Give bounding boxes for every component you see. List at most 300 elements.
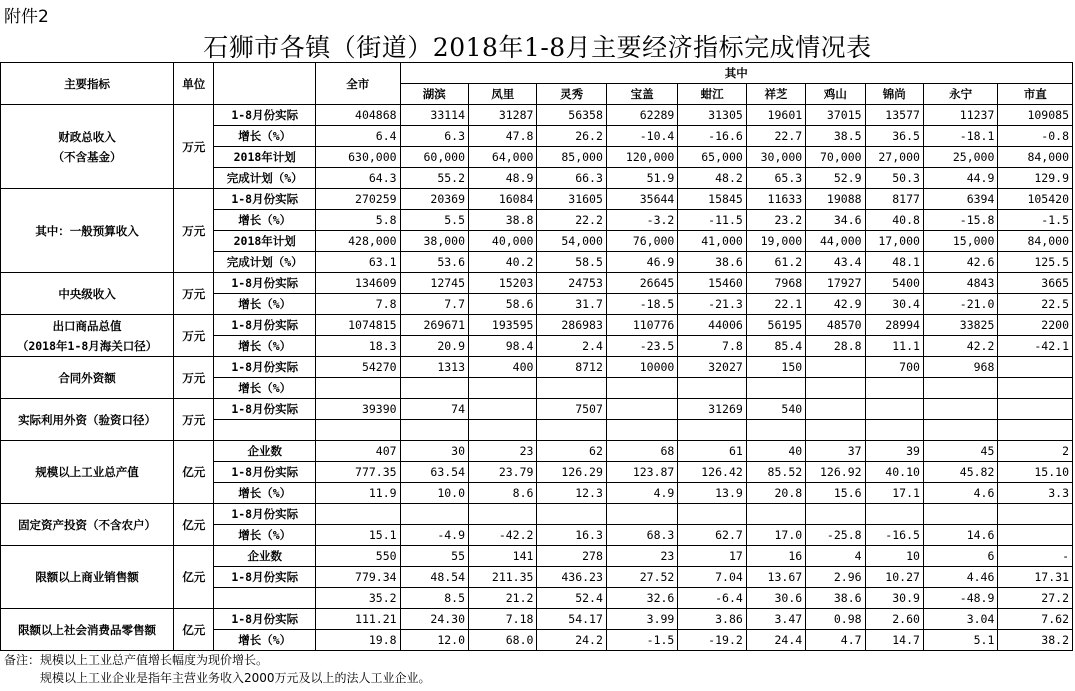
cell-town: 286983	[537, 315, 606, 336]
cell-town: -18.5	[606, 294, 677, 315]
cell-town: 15,000	[923, 231, 997, 252]
cell-town	[606, 399, 677, 420]
cell-town: 123.87	[606, 462, 677, 483]
cell-total	[316, 504, 401, 525]
cell-town: 13577	[865, 105, 923, 126]
indicator-unit: 亿元	[174, 504, 214, 546]
cell-town: 32.6	[606, 588, 677, 609]
cell-town: 51.9	[606, 168, 677, 189]
cell-town	[998, 420, 1073, 441]
cell-town: -42.1	[998, 336, 1073, 357]
cell-town: 10	[865, 546, 923, 567]
header-town: 鸡山	[806, 84, 865, 105]
cell-town	[998, 399, 1073, 420]
cell-town	[998, 504, 1073, 525]
cell-town	[469, 378, 537, 399]
cell-town: 40.8	[865, 210, 923, 231]
cell-town: 15203	[469, 273, 537, 294]
sub-indicator-label: 2018年计划	[214, 231, 316, 252]
cell-town: 436.23	[537, 567, 606, 588]
sub-indicator-label: 完成计划（%）	[214, 168, 316, 189]
cell-town: 129.9	[998, 168, 1073, 189]
cell-town: 33825	[923, 315, 997, 336]
cell-town: -1.5	[606, 630, 677, 651]
cell-town: -10.4	[606, 126, 677, 147]
header-town: 宝盖	[606, 84, 677, 105]
cell-total: 111.21	[316, 609, 401, 630]
cell-town: 109085	[998, 105, 1073, 126]
indicator-name-line: 出口商品总值	[52, 318, 122, 333]
sub-indicator-label: 增长（%）	[214, 336, 316, 357]
cell-town: 40.10	[865, 462, 923, 483]
sub-indicator-label: 1-8月份实际	[214, 315, 316, 336]
cell-town	[469, 399, 537, 420]
sub-indicator-label: 1-8月份实际	[214, 504, 316, 525]
cell-total: 54270	[316, 357, 401, 378]
cell-town: 27.2	[998, 588, 1073, 609]
sub-indicator-label: 企业数	[214, 441, 316, 462]
cell-town: 15.6	[806, 483, 865, 504]
cell-town: -21.3	[678, 294, 746, 315]
indicator-name-line: （2018年1-8月海关口径）	[16, 338, 158, 353]
cell-town: 25,000	[923, 147, 997, 168]
cell-town: 4.46	[923, 567, 997, 588]
cell-town: 23	[469, 441, 537, 462]
cell-town: 278	[537, 546, 606, 567]
cell-town: 50.3	[865, 168, 923, 189]
cell-town: 30.9	[865, 588, 923, 609]
cell-town: 28.8	[806, 336, 865, 357]
cell-town: 19088	[806, 189, 865, 210]
indicator-name-line: 财政总收入	[58, 129, 116, 144]
cell-town: 68.0	[469, 630, 537, 651]
cell-town: -21.0	[923, 294, 997, 315]
cell-town: -18.1	[923, 126, 997, 147]
cell-town: 24.2	[537, 630, 606, 651]
cell-town: 31305	[678, 105, 746, 126]
cell-town	[746, 378, 805, 399]
sub-indicator-label: 增长（%）	[214, 630, 316, 651]
cell-town: 211.35	[469, 567, 537, 588]
cell-total: 777.35	[316, 462, 401, 483]
cell-town	[606, 504, 677, 525]
cell-town: 84,000	[998, 231, 1073, 252]
cell-town: 540	[746, 399, 805, 420]
header-indicator: 主要指标	[1, 63, 174, 105]
table-row	[1, 399, 1073, 420]
cell-town: 34.6	[806, 210, 865, 231]
cell-town: 48.9	[469, 168, 537, 189]
indicator-name-line: 合同外资额	[58, 370, 116, 385]
cell-town: 21.2	[469, 588, 537, 609]
cell-town: 2200	[998, 315, 1073, 336]
cell-town	[923, 420, 997, 441]
cell-total: 15.1	[316, 525, 401, 546]
cell-town	[537, 378, 606, 399]
table-row	[1, 105, 1073, 126]
page-title: 石狮市各镇（街道）2018年1-8月主要经济指标完成情况表	[203, 33, 872, 62]
cell-total: 64.3	[316, 168, 401, 189]
sub-indicator-label: 1-8月份实际	[214, 462, 316, 483]
cell-town: 54.17	[537, 609, 606, 630]
cell-town: 11237	[923, 105, 997, 126]
indicator-name	[1, 273, 174, 315]
cell-town: 45	[923, 441, 997, 462]
cell-town: 11633	[746, 189, 805, 210]
cell-town: 38,000	[400, 231, 468, 252]
cell-town: -42.2	[469, 525, 537, 546]
cell-town: 15.10	[998, 462, 1073, 483]
cell-town: 13.67	[746, 567, 805, 588]
note-2: 规模以上工业企业是指年主营业务收入2000万元及以上的法人工业企业。	[40, 671, 431, 685]
sub-indicator-label: 增长（%）	[214, 525, 316, 546]
cell-town	[400, 420, 468, 441]
cell-town: 46.9	[606, 252, 677, 273]
cell-town: 10.27	[865, 567, 923, 588]
header-town: 永宁	[923, 84, 997, 105]
cell-town: 55.2	[400, 168, 468, 189]
sub-indicator-label: 增长（%）	[214, 378, 316, 399]
cell-town: 3.99	[606, 609, 677, 630]
cell-town: 27,000	[865, 147, 923, 168]
cell-town: 28994	[865, 315, 923, 336]
sub-indicator-label: 1-8月份实际	[214, 105, 316, 126]
cell-town: 269671	[400, 315, 468, 336]
cell-town: -11.5	[678, 210, 746, 231]
cell-town	[806, 504, 865, 525]
cell-town	[998, 525, 1073, 546]
cell-town: -16.5	[865, 525, 923, 546]
indicator-unit: 万元	[174, 357, 214, 399]
cell-town: 8712	[537, 357, 606, 378]
cell-town: -	[998, 546, 1073, 567]
cell-town: 70,000	[806, 147, 865, 168]
cell-town: 17.31	[998, 567, 1073, 588]
cell-town: 38.5	[806, 126, 865, 147]
cell-total: 18.3	[316, 336, 401, 357]
sub-indicator-label: 1-8月份实际	[214, 609, 316, 630]
cell-town: 52.9	[806, 168, 865, 189]
cell-town: 44,000	[806, 231, 865, 252]
cell-town: 17,000	[865, 231, 923, 252]
indicator-unit: 亿元	[174, 441, 214, 504]
cell-town: 125.5	[998, 252, 1073, 273]
cell-town	[400, 378, 468, 399]
cell-town: 968	[923, 357, 997, 378]
cell-town	[865, 420, 923, 441]
cell-town: 3.04	[923, 609, 997, 630]
cell-town: 16084	[469, 189, 537, 210]
cell-town	[678, 504, 746, 525]
cell-town: 31605	[537, 189, 606, 210]
cell-town: 4.7	[806, 630, 865, 651]
cell-town: 33114	[400, 105, 468, 126]
cell-town: 64,000	[469, 147, 537, 168]
cell-total	[316, 420, 401, 441]
cell-town: 74	[400, 399, 468, 420]
cell-town: 44.9	[923, 168, 997, 189]
header-town: 凤里	[469, 84, 537, 105]
cell-total: 6.4	[316, 126, 401, 147]
cell-town: 11.1	[865, 336, 923, 357]
cell-town	[469, 420, 537, 441]
cell-town	[806, 357, 865, 378]
cell-town: -48.9	[923, 588, 997, 609]
table-row	[1, 273, 1073, 294]
header-town: 锦尚	[865, 84, 923, 105]
cell-town: 62.7	[678, 525, 746, 546]
cell-town: 7.18	[469, 609, 537, 630]
cell-town: 10.0	[400, 483, 468, 504]
cell-town: 17	[678, 546, 746, 567]
cell-town: 15845	[678, 189, 746, 210]
cell-town: 30,000	[746, 147, 805, 168]
header-town: 祥芝	[746, 84, 805, 105]
cell-town	[865, 504, 923, 525]
cell-town	[746, 504, 805, 525]
cell-town: 39	[865, 441, 923, 462]
cell-town: 400	[469, 357, 537, 378]
sub-indicator-label: 1-8月份实际	[214, 567, 316, 588]
cell-town	[537, 504, 606, 525]
indicator-name-line: 固定资产投资（不含农户）	[18, 517, 157, 532]
table-row	[1, 189, 1073, 210]
cell-town	[806, 399, 865, 420]
sub-indicator-label: 2018年计划	[214, 147, 316, 168]
cell-town: 110776	[606, 315, 677, 336]
cell-town	[998, 378, 1073, 399]
cell-town: 22.1	[746, 294, 805, 315]
cell-town: -19.2	[678, 630, 746, 651]
cell-town: 23.79	[469, 462, 537, 483]
cell-town: 4.6	[923, 483, 997, 504]
cell-town: 63.54	[400, 462, 468, 483]
cell-town: 8.6	[469, 483, 537, 504]
indicator-unit: 万元	[174, 273, 214, 315]
sub-indicator-label: 完成计划（%）	[214, 252, 316, 273]
cell-town: 7.7	[400, 294, 468, 315]
cell-town: -23.5	[606, 336, 677, 357]
cell-town: 1313	[400, 357, 468, 378]
cell-town: 41,000	[678, 231, 746, 252]
cell-town: 150	[746, 357, 805, 378]
cell-town: -16.6	[678, 126, 746, 147]
cell-town: 4.9	[606, 483, 677, 504]
cell-town: 40	[746, 441, 805, 462]
cell-town: 62289	[606, 105, 677, 126]
cell-town: 43.4	[806, 252, 865, 273]
table-row	[1, 546, 1073, 567]
cell-town: 12745	[400, 273, 468, 294]
cell-town: 6394	[923, 189, 997, 210]
indicator-name-line: 限额以上社会消费品零售额	[18, 622, 157, 637]
cell-town: 16.3	[537, 525, 606, 546]
cell-town: 2.96	[806, 567, 865, 588]
cell-town: 120,000	[606, 147, 677, 168]
cell-town	[865, 399, 923, 420]
cell-total: 550	[316, 546, 401, 567]
cell-town: 54,000	[537, 231, 606, 252]
cell-total: 407	[316, 441, 401, 462]
indicator-unit: 万元	[174, 399, 214, 441]
cell-town: 20369	[400, 189, 468, 210]
sub-indicator-label: 1-8月份实际	[214, 273, 316, 294]
cell-town: 38.2	[998, 630, 1073, 651]
cell-town: 22.7	[746, 126, 805, 147]
cell-town: 40,000	[469, 231, 537, 252]
cell-town: 7.04	[678, 567, 746, 588]
cell-town: 6.3	[400, 126, 468, 147]
cell-town: 0.98	[806, 609, 865, 630]
cell-town: 14.6	[923, 525, 997, 546]
cell-town: -4.9	[400, 525, 468, 546]
notes	[4, 651, 431, 687]
cell-town: 5400	[865, 273, 923, 294]
indicator-name	[1, 105, 174, 189]
cell-town: 98.4	[469, 336, 537, 357]
cell-town: 76,000	[606, 231, 677, 252]
cell-town: 126.29	[537, 462, 606, 483]
cell-town: 31269	[678, 399, 746, 420]
cell-town: 85.4	[746, 336, 805, 357]
cell-town: 35644	[606, 189, 677, 210]
indicator-name	[1, 441, 174, 504]
cell-town: 19601	[746, 105, 805, 126]
cell-town: 45.82	[923, 462, 997, 483]
cell-town: 105420	[998, 189, 1073, 210]
cell-town: 38.6	[678, 252, 746, 273]
cell-town: -25.8	[806, 525, 865, 546]
cell-town: 23.2	[746, 210, 805, 231]
table-row	[1, 609, 1073, 630]
cell-town: 60,000	[400, 147, 468, 168]
cell-town: 30.4	[865, 294, 923, 315]
cell-town: 4	[806, 546, 865, 567]
cell-town: 126.92	[806, 462, 865, 483]
cell-town: -6.4	[678, 588, 746, 609]
cell-total: 11.9	[316, 483, 401, 504]
indicator-name-line: 限额以上商业销售额	[35, 570, 139, 584]
cell-total: 134609	[316, 273, 401, 294]
cell-town: 56358	[537, 105, 606, 126]
indicator-name	[1, 357, 174, 399]
indicator-unit: 万元	[174, 189, 214, 273]
cell-town: 84,000	[998, 147, 1073, 168]
sub-indicator-label: 增长（%）	[214, 294, 316, 315]
cell-town: 8177	[865, 189, 923, 210]
cell-town: 24.4	[746, 630, 805, 651]
table-row	[1, 504, 1073, 525]
cell-town: 37	[806, 441, 865, 462]
cell-town	[923, 378, 997, 399]
indicator-name	[1, 315, 174, 357]
economic-indicators-table	[0, 62, 1073, 651]
indicator-name-line: （不含基金）	[52, 149, 122, 164]
cell-town	[806, 378, 865, 399]
cell-town: 8.5	[400, 588, 468, 609]
cell-town: 17927	[806, 273, 865, 294]
cell-total: 1074815	[316, 315, 401, 336]
cell-total: 630,000	[316, 147, 401, 168]
cell-town: 3665	[998, 273, 1073, 294]
cell-town: 30	[400, 441, 468, 462]
sub-indicator-label: 增长（%）	[214, 126, 316, 147]
cell-town: 65,000	[678, 147, 746, 168]
cell-town: 12.0	[400, 630, 468, 651]
sub-indicator-label	[214, 420, 316, 441]
cell-town: 5.1	[923, 630, 997, 651]
cell-total	[316, 378, 401, 399]
cell-town	[606, 420, 677, 441]
cell-town: 2.4	[537, 336, 606, 357]
cell-town: 55	[400, 546, 468, 567]
cell-town: 5.5	[400, 210, 468, 231]
cell-town: 42.6	[923, 252, 997, 273]
sub-indicator-label: 企业数	[214, 546, 316, 567]
cell-town: 17.0	[746, 525, 805, 546]
header-town: 湖滨	[400, 84, 468, 105]
indicator-name-line: 其中：一般预算收入	[35, 223, 139, 238]
indicator-name-line: 中央级收入	[58, 286, 116, 301]
sub-indicator-label: 1-8月份实际	[214, 357, 316, 378]
cell-town: 7.8	[678, 336, 746, 357]
cell-town: 42.9	[806, 294, 865, 315]
indicator-name-line: 实际利用外资（验资口径）	[18, 412, 157, 427]
cell-town: 22.2	[537, 210, 606, 231]
cell-town: 7507	[537, 399, 606, 420]
cell-town: 65.3	[746, 168, 805, 189]
cell-town: 30.6	[746, 588, 805, 609]
cell-town: 15460	[678, 273, 746, 294]
cell-total: 5.8	[316, 210, 401, 231]
cell-town: 22.5	[998, 294, 1073, 315]
cell-town: 24753	[537, 273, 606, 294]
cell-town: 7968	[746, 273, 805, 294]
cell-town: 44006	[678, 315, 746, 336]
cell-total: 428,000	[316, 231, 401, 252]
cell-total: 404868	[316, 105, 401, 126]
indicator-unit: 亿元	[174, 546, 214, 609]
header-unit: 单位	[174, 63, 214, 105]
header-subitem	[214, 63, 316, 105]
indicator-name	[1, 609, 174, 651]
cell-town: -15.8	[923, 210, 997, 231]
cell-town	[923, 399, 997, 420]
cell-town: 47.8	[469, 126, 537, 147]
cell-town: 56195	[746, 315, 805, 336]
cell-town: 2	[998, 441, 1073, 462]
cell-town	[746, 420, 805, 441]
cell-town	[865, 378, 923, 399]
cell-town: 13.9	[678, 483, 746, 504]
cell-town: 40.2	[469, 252, 537, 273]
cell-town: 193595	[469, 315, 537, 336]
indicator-name-line: 规模以上工业总产值	[35, 465, 139, 479]
cell-town: 7.62	[998, 609, 1073, 630]
indicator-unit: 万元	[174, 315, 214, 357]
sub-indicator-label: 增长（%）	[214, 210, 316, 231]
indicator-unit: 万元	[174, 105, 214, 189]
header-among: 其中	[400, 63, 1072, 84]
cell-town: 38.6	[806, 588, 865, 609]
cell-town: 10000	[606, 357, 677, 378]
cell-total: 19.8	[316, 630, 401, 651]
sub-indicator-label: 1-8月份实际	[214, 399, 316, 420]
cell-town: 14.7	[865, 630, 923, 651]
cell-town	[537, 420, 606, 441]
cell-town: 42.2	[923, 336, 997, 357]
cell-town: 4843	[923, 273, 997, 294]
